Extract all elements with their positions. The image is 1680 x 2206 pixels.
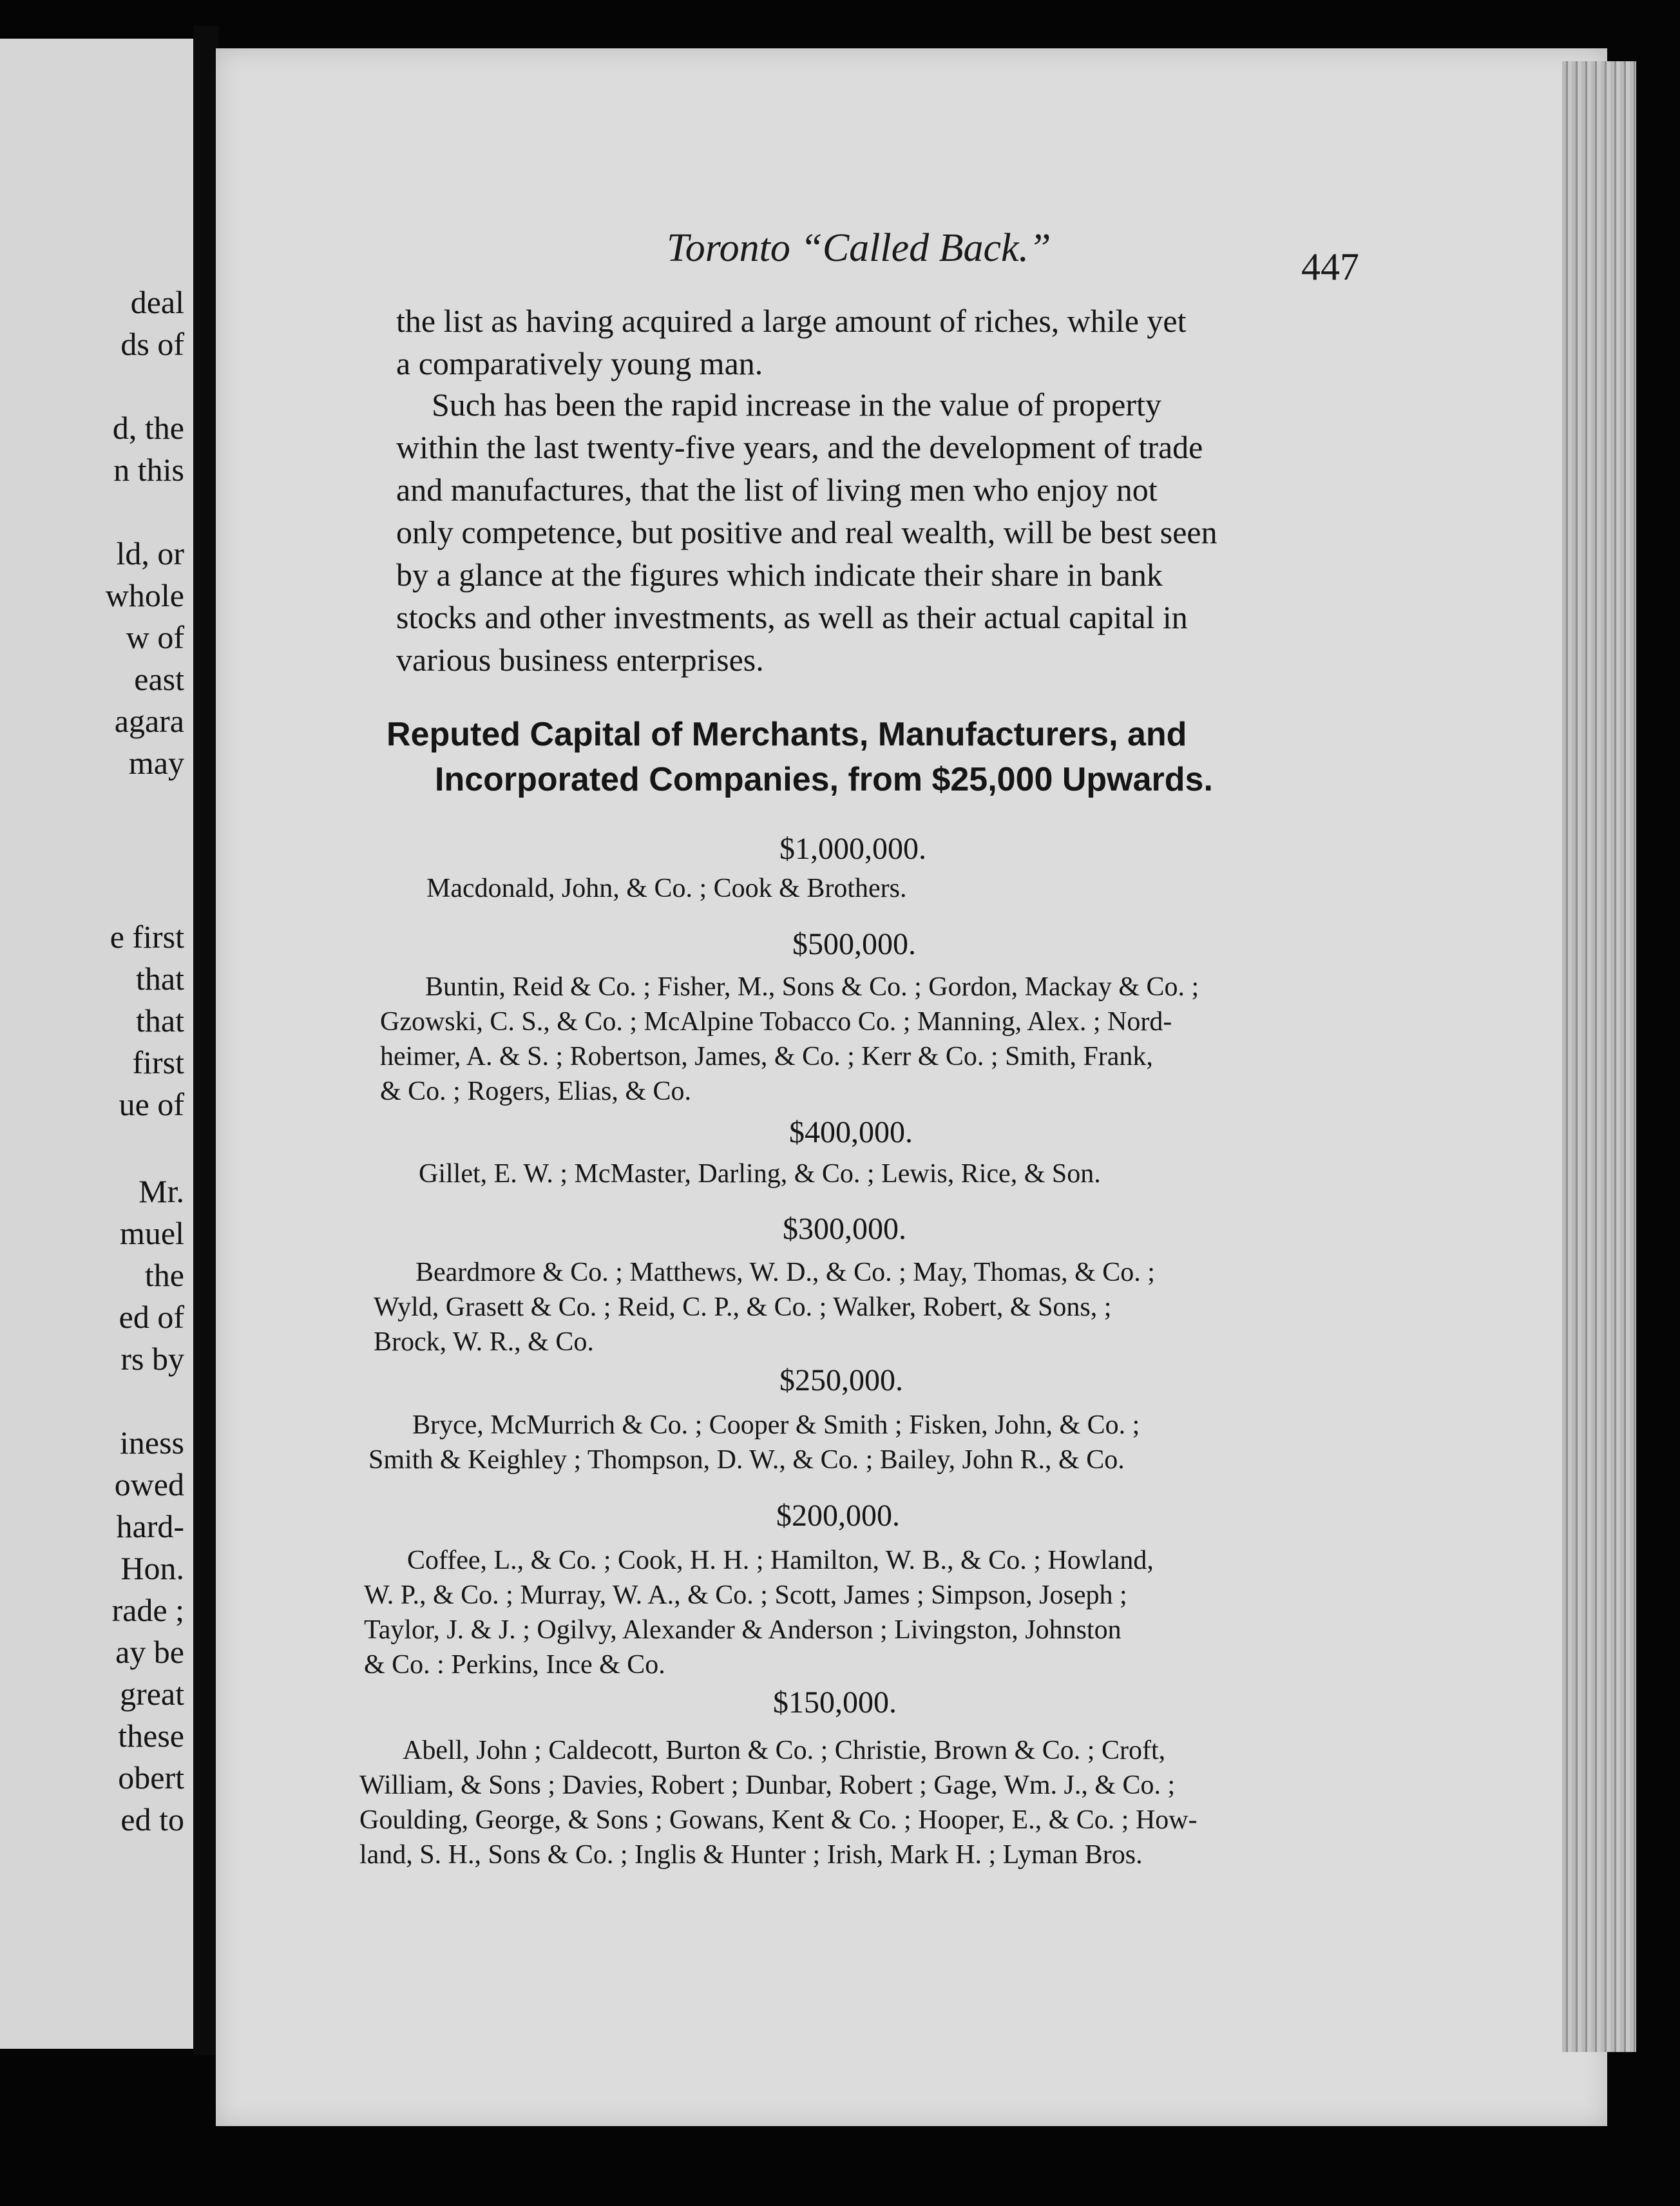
capital-amount-heading: $400,000. bbox=[789, 1115, 913, 1149]
text-line: within the last twenty-five years, and the development of trade bbox=[396, 429, 1203, 465]
page-number: 447 bbox=[1301, 245, 1359, 288]
left-page-fragment: whole bbox=[105, 577, 184, 613]
company-list-line: Goulding, George, & Sons ; Gowans, Kent & Co. ; Hooper, E., & Co. ; How- bbox=[359, 1805, 1198, 1835]
left-page-fragment: ay be bbox=[115, 1634, 184, 1670]
text-line: and manufactures, that the list of living men who enjoy not bbox=[396, 472, 1158, 508]
left-page-fragment: obert bbox=[118, 1760, 184, 1796]
company-list-line: Wyld, Grasett & Co. ; Reid, C. P., & Co. ; Walker, Robert, & Sons, ; bbox=[374, 1292, 1112, 1322]
company-list-line: W. P., & Co. ; Murray, W. A., & Co. ; Scott, James ; Simpson, Joseph ; bbox=[364, 1580, 1127, 1610]
left-page-fragment: ds of bbox=[120, 326, 184, 362]
company-list-line: Bryce, McMurrich & Co. ; Cooper & Smith ; Fisken, John, & Co. ; bbox=[412, 1410, 1140, 1440]
left-page-fragment: ed of bbox=[119, 1299, 184, 1335]
company-list-line: Brock, W. R., & Co. bbox=[374, 1327, 594, 1357]
left-facing-page bbox=[0, 39, 193, 2049]
capital-amount-heading: $500,000. bbox=[792, 927, 916, 961]
text-line: various business enterprises. bbox=[396, 642, 764, 678]
text-line: by a glance at the figures which indicate their share in bank bbox=[396, 557, 1163, 593]
section-heading-line-1: Reputed Capital of Merchants, Manufacturers, and bbox=[387, 716, 1187, 753]
company-list-line: Macdonald, John, & Co. ; Cook & Brothers. bbox=[426, 874, 907, 903]
company-list-line: land, S. H., Sons & Co. ; Inglis & Hunter ; Irish, Mark H. ; Lyman Bros. bbox=[359, 1840, 1143, 1870]
left-page-fragment: east bbox=[134, 661, 184, 697]
company-list-line: & Co. : Perkins, Ince & Co. bbox=[364, 1650, 665, 1680]
company-list-line: Beardmore & Co. ; Matthews, W. D., & Co. ; May, Thomas, & Co. ; bbox=[415, 1258, 1155, 1287]
capital-amount-heading: $200,000. bbox=[776, 1499, 900, 1533]
text-line: the list as having acquired a large amount of riches, while yet bbox=[396, 303, 1187, 339]
left-page-fragment: rs by bbox=[120, 1341, 184, 1377]
left-page-fragment: hard- bbox=[116, 1508, 184, 1544]
left-page-fragment: iness bbox=[120, 1424, 184, 1461]
left-page-fragment: Mr. bbox=[138, 1173, 184, 1209]
left-page-fragment: rade ; bbox=[111, 1592, 184, 1628]
left-page-fragment: agara bbox=[114, 703, 184, 739]
company-list-line: Abell, John ; Caldecott, Burton & Co. ; Christie, Brown & Co. ; Croft, bbox=[403, 1736, 1166, 1765]
capital-amount-heading: $250,000. bbox=[779, 1363, 903, 1397]
left-page-fragment: may bbox=[128, 745, 184, 781]
company-list-line: Gzowski, C. S., & Co. ; McAlpine Tobacco Co. ; Manning, Alex. ; Nord- bbox=[380, 1007, 1172, 1037]
left-page-fragment: d, the bbox=[112, 410, 184, 446]
company-list-line: heimer, A. & S. ; Robertson, James, & Co. ; Kerr & Co. ; Smith, Frank, bbox=[380, 1042, 1153, 1071]
left-page-fragment: ed to bbox=[120, 1801, 184, 1837]
company-list-line: Taylor, J. & J. ; Ogilvy, Alexander & Anderson ; Livingston, Johnston bbox=[364, 1615, 1122, 1645]
company-list-line: Smith & Keighley ; Thompson, D. W., & Co. ; Bailey, John R., & Co. bbox=[368, 1445, 1125, 1475]
book-gutter bbox=[193, 26, 219, 2055]
left-page-fragment: ld, or bbox=[116, 535, 184, 571]
company-list-line: Gillet, E. W. ; McMaster, Darling, & Co. ; Lewis, Rice, & Son. bbox=[419, 1159, 1101, 1189]
left-page-fragment: e first bbox=[110, 919, 184, 955]
paragraph-2 bbox=[396, 383, 1217, 681]
text-line: only competence, but positive and real wealth, will be best seen bbox=[396, 514, 1217, 550]
capital-amount-heading: $1,000,000. bbox=[779, 832, 926, 866]
text-line: stocks and other investments, as well as their actual capital in bbox=[396, 599, 1188, 635]
left-page-fragment: great bbox=[120, 1676, 184, 1712]
company-list-line: & Co. ; Rogers, Elias, & Co. bbox=[380, 1077, 691, 1106]
left-page-fragment: first bbox=[132, 1044, 184, 1080]
left-page-fragment: owed bbox=[114, 1466, 184, 1502]
left-page-fragment: Hon. bbox=[120, 1550, 184, 1586]
running-head: Toronto “Called Back.” bbox=[667, 226, 1051, 270]
company-list-line: Coffee, L., & Co. ; Cook, H. H. ; Hamilton, W. B., & Co. ; Howland, bbox=[407, 1546, 1154, 1575]
left-page-fragment: w of bbox=[126, 619, 184, 655]
left-page-fragment: muel bbox=[120, 1215, 184, 1251]
left-page-fragment: the bbox=[144, 1257, 184, 1293]
left-page-fragment: that bbox=[136, 1002, 184, 1039]
company-list-line: Buntin, Reid & Co. ; Fisher, M., Sons & Co. ; Gordon, Mackay & Co. ; bbox=[425, 972, 1199, 1002]
text-line: a comparatively young man. bbox=[396, 345, 763, 381]
left-page-fragment: that bbox=[136, 961, 184, 997]
company-list-line: William, & Sons ; Davies, Robert ; Dunbar, Robert ; Gage, Wm. J., & Co. ; bbox=[359, 1770, 1176, 1800]
page-edge-stack bbox=[1562, 61, 1636, 2052]
capital-amount-heading: $150,000. bbox=[773, 1685, 897, 1720]
capital-amount-heading: $300,000. bbox=[783, 1212, 906, 1246]
left-page-fragment: deal bbox=[130, 284, 184, 320]
text-line: Such has been the rapid increase in the value of property bbox=[432, 387, 1161, 423]
left-page-fragment: ue of bbox=[119, 1086, 184, 1122]
paragraph-1 bbox=[396, 300, 1186, 385]
left-page-fragment: n this bbox=[113, 452, 184, 488]
section-heading-line-2: Incorporated Companies, from $25,000 Upwards. bbox=[435, 761, 1213, 798]
left-page-fragment: these bbox=[118, 1718, 184, 1754]
